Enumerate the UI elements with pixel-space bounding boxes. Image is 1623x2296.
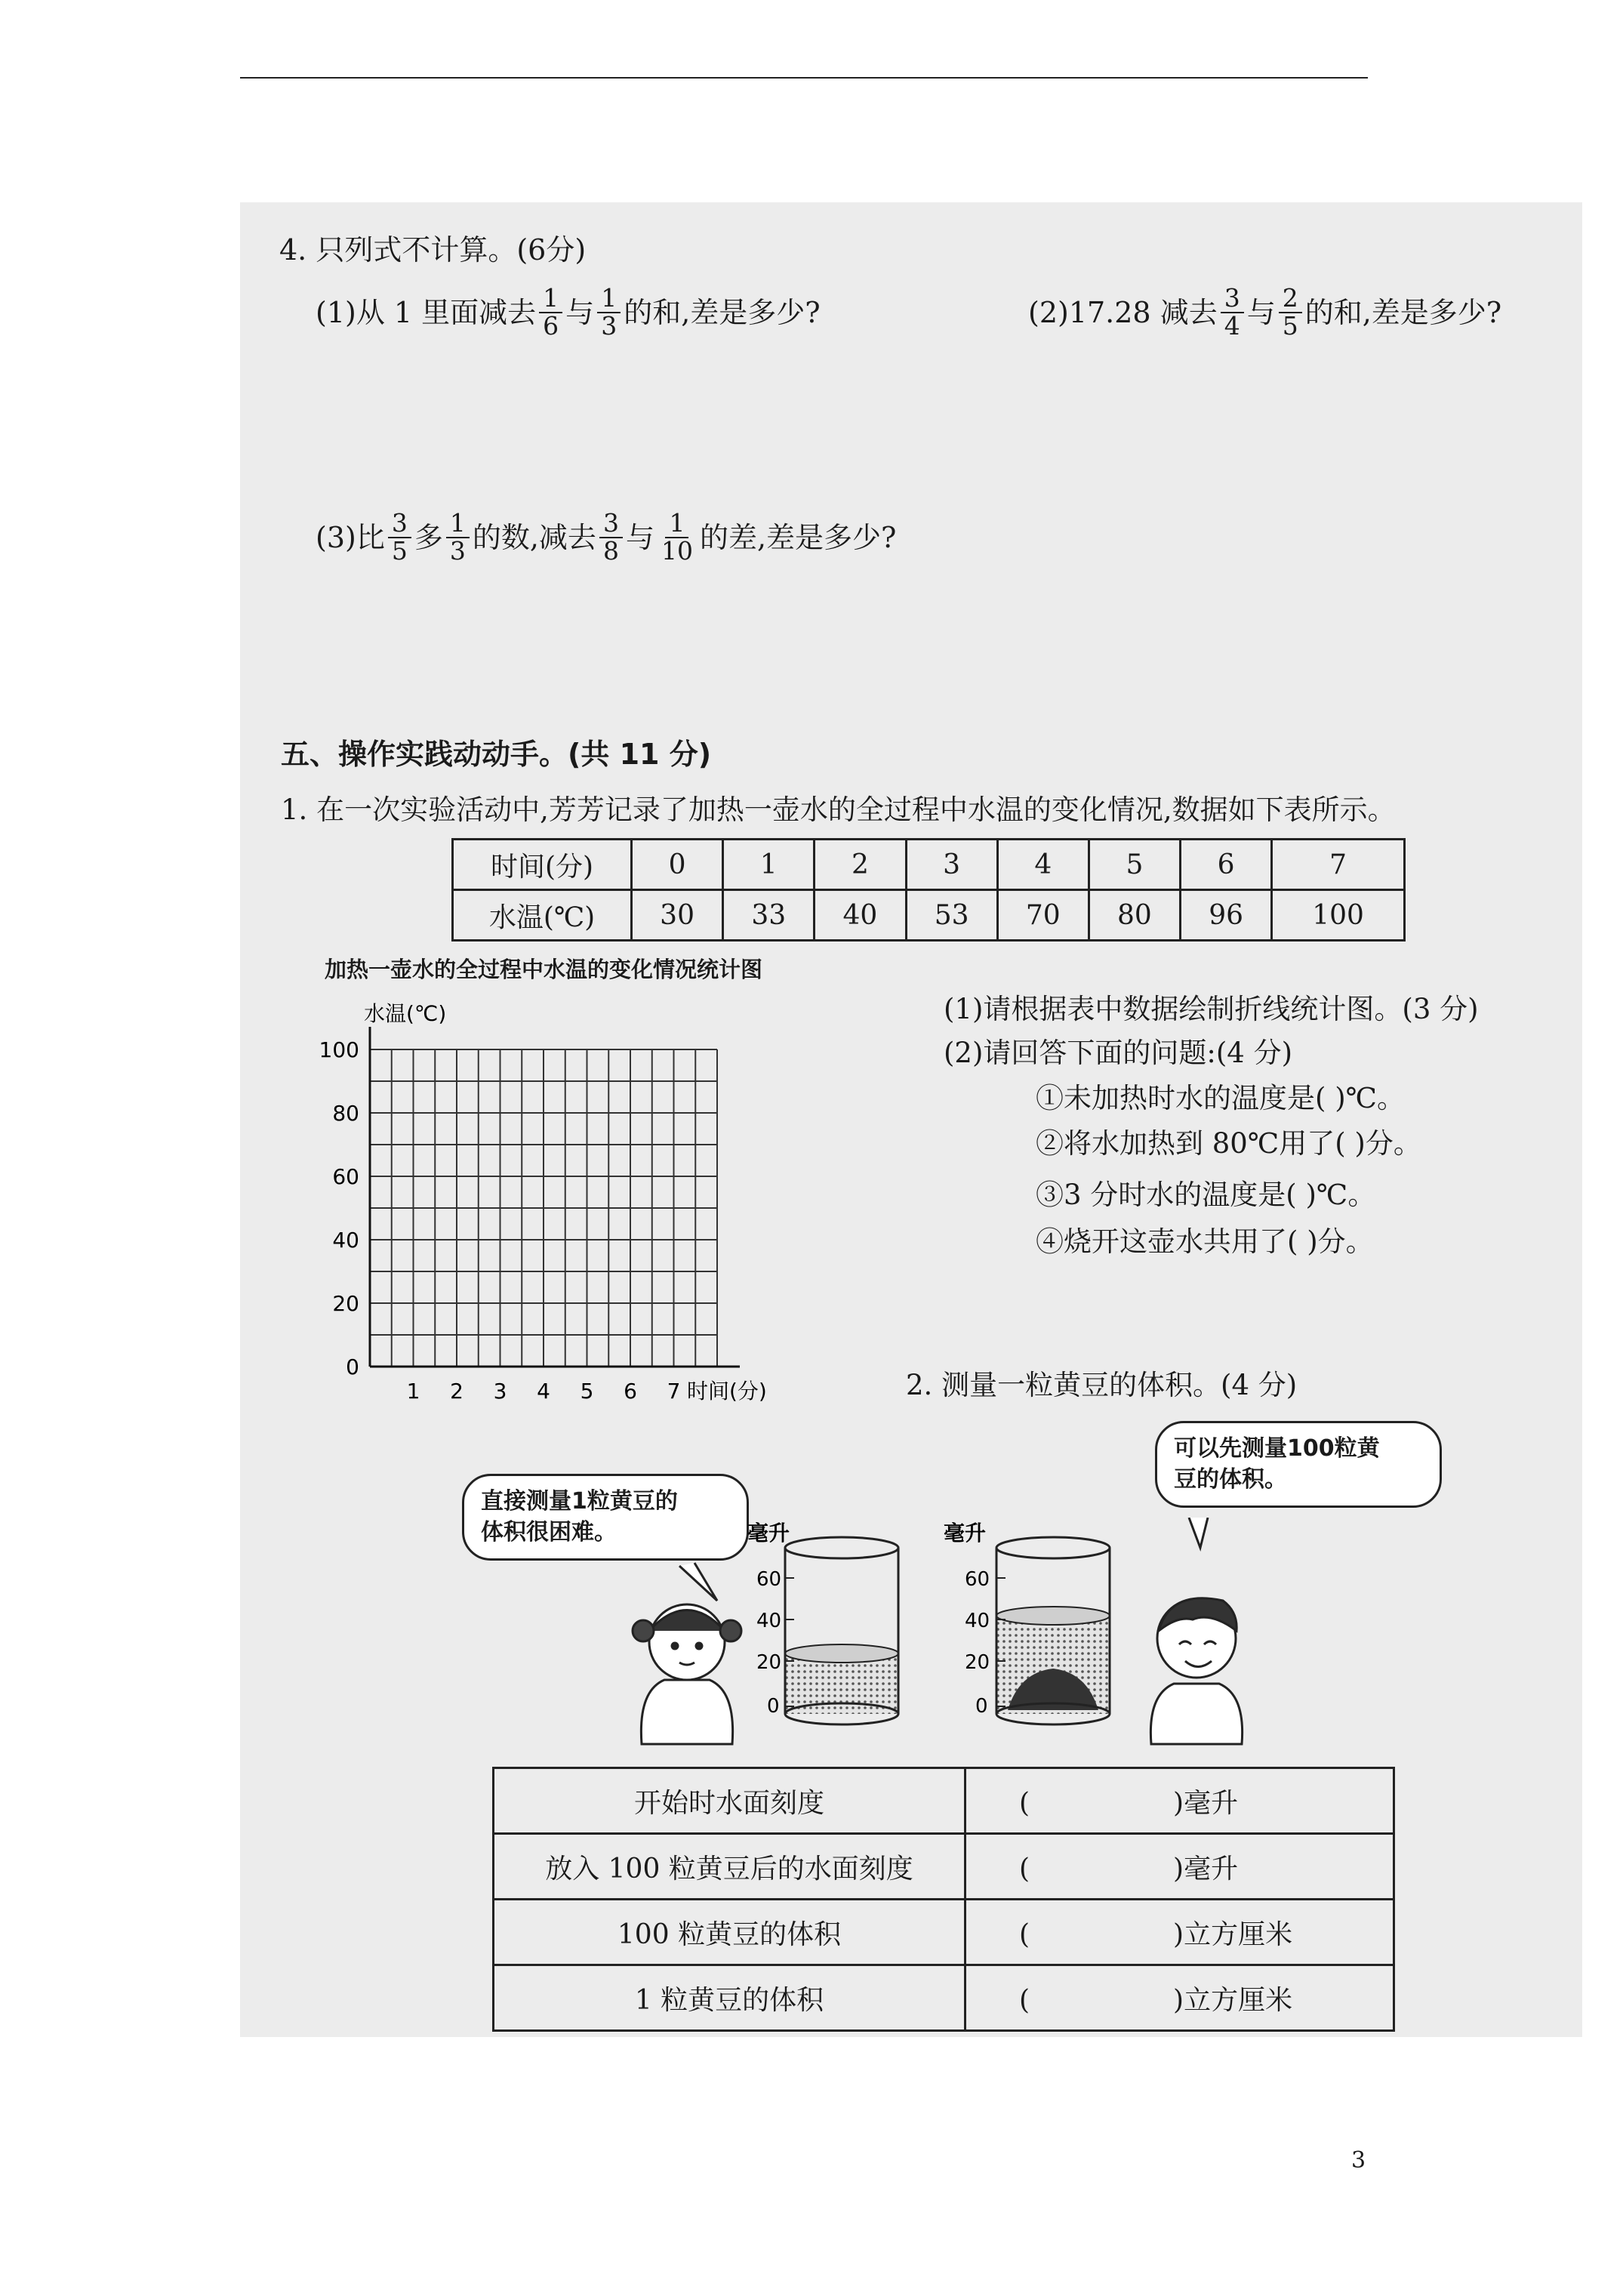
fraction-numerator: 1 — [539, 285, 562, 313]
fraction-denominator: 5 — [391, 535, 408, 566]
table-row — [453, 890, 1405, 941]
tick-label: 60 — [756, 1568, 782, 1591]
table-cell: 5 — [1089, 840, 1180, 890]
fraction — [658, 510, 697, 564]
q1-sub2: (2)请回答下面的问题:(4 分) — [944, 1037, 1293, 1069]
section5-q1-text: 1. 在一次实验活动中,芳芳记录了加热一壶水的全过程中水温的变化情况,数据如下表所示。 — [281, 794, 1396, 826]
fraction — [599, 510, 623, 564]
tick-label: 0 — [975, 1695, 988, 1718]
section5-title: 五、操作实践动动手。(共 11 分) — [281, 738, 712, 771]
y-tick-label: 100 — [319, 1037, 359, 1062]
q4-p1-prefix: (1)从 1 里面减去 — [316, 295, 537, 329]
table-cell: 53 — [906, 890, 997, 941]
fraction — [1279, 285, 1302, 339]
table-cell: 3 — [906, 840, 997, 890]
fraction — [539, 285, 562, 339]
fraction-denominator: 6 — [543, 310, 559, 341]
table-row-label: 放入 100 粒黄豆后的水面刻度 — [494, 1834, 965, 1900]
temperature-table — [451, 838, 1406, 942]
y-tick-label: 60 — [332, 1164, 359, 1189]
table-row-header: 时间(分) — [453, 840, 632, 890]
table-cell: 96 — [1181, 890, 1272, 941]
fraction — [597, 285, 621, 339]
table-cell: 70 — [997, 890, 1089, 941]
table-cell: 33 — [723, 890, 815, 941]
table-row-label: 100 粒黄豆的体积 — [494, 1900, 965, 1965]
table-cell: 100 — [1272, 890, 1405, 941]
cylinder-after — [996, 1537, 1110, 1724]
cylinder-unit-left: 毫升 — [747, 1521, 790, 1546]
fraction-denominator: 8 — [602, 535, 619, 566]
table-cell: 4 — [997, 840, 1089, 890]
x-tick-label: 4 — [537, 1379, 550, 1404]
table-answer-cell — [965, 1768, 1394, 1834]
x-tick-label: 5 — [580, 1379, 594, 1404]
cylinder-before — [785, 1537, 898, 1724]
answer-open-paren: ( — [1019, 1984, 1030, 2016]
bubble-line: 可以先测量100粒黄 — [1174, 1435, 1380, 1462]
measurement-illustration — [596, 1518, 1276, 1752]
q1-sub2-c: ③3 分时水的温度是( )℃。 — [1036, 1179, 1376, 1211]
table-cell: 40 — [815, 890, 906, 941]
table-row — [494, 1965, 1394, 2031]
cylinder-unit-right: 毫升 — [944, 1521, 987, 1546]
answer-open-paren: ( — [1019, 1853, 1030, 1885]
table-row-header: 水温(℃) — [453, 890, 632, 941]
y-tick-label: 80 — [332, 1101, 359, 1126]
table-cell: 1 — [723, 840, 815, 890]
q4-p3-mid1: 多 — [414, 520, 443, 554]
table-cell: 6 — [1181, 840, 1272, 890]
girl-figure — [633, 1604, 741, 1744]
q4-p2-prefix: (2)17.28 减去 — [1028, 295, 1218, 329]
q1-sub1: (1)请根据表中数据绘制折线统计图。(3 分) — [944, 993, 1479, 1025]
q4-p3-mid2: 的数,减去 — [472, 520, 596, 554]
table-row — [494, 1900, 1394, 1965]
chart-title: 加热一壶水的全过程中水温的变化情况统计图 — [325, 957, 763, 982]
tick-label: 40 — [965, 1610, 990, 1632]
fraction-numerator: 1 — [597, 285, 621, 313]
q4-p3-prefix: (3)比 — [316, 520, 385, 554]
x-tick-label: 6 — [624, 1379, 637, 1404]
table-answer-cell — [965, 1965, 1394, 2031]
answer-open-paren: ( — [1019, 1787, 1030, 1819]
fraction-denominator: 10 — [661, 535, 693, 566]
table-cell: 7 — [1272, 840, 1405, 890]
table-cell: 2 — [815, 840, 906, 890]
table-answer-cell — [965, 1900, 1394, 1965]
bubble-tail-right — [1189, 1518, 1208, 1548]
y-tick-label: 0 — [346, 1354, 359, 1379]
tick-label: 60 — [965, 1568, 990, 1591]
bubble-line: 直接测量1粒黄豆的 — [481, 1488, 678, 1515]
q4-p1-suffix: 的和,差是多少? — [624, 295, 821, 329]
fraction — [388, 510, 411, 564]
fraction — [446, 510, 470, 564]
tick-label: 40 — [756, 1610, 782, 1632]
tick-label: 20 — [965, 1651, 990, 1674]
q4-part1 — [316, 285, 821, 339]
x-tick-label: 2 — [450, 1379, 463, 1404]
bubble-tail-left — [679, 1563, 717, 1601]
fraction-numerator: 1 — [446, 510, 470, 538]
bean-measurement-table — [492, 1767, 1395, 2032]
header-rule — [240, 77, 1368, 79]
table-row-label: 开始时水面刻度 — [494, 1768, 965, 1834]
q1-sub2-a: ①未加热时水的温度是( )℃。 — [1036, 1082, 1406, 1114]
table-row — [494, 1768, 1394, 1834]
fraction-denominator: 5 — [1282, 310, 1298, 341]
q1-sub2-b: ②将水加热到 80℃用了( )分。 — [1036, 1127, 1421, 1160]
y-axis-label: 水温(℃) — [364, 1001, 447, 1026]
table-row — [494, 1834, 1394, 1900]
table-cell: 0 — [632, 840, 723, 890]
fraction-numerator: 1 — [665, 510, 688, 538]
fraction-denominator: 4 — [1224, 310, 1240, 341]
x-tick-label: 7 — [667, 1379, 681, 1404]
bubble-line: 体积很困难。 — [481, 1518, 617, 1546]
table-cell: 80 — [1089, 890, 1180, 941]
q4-p3-mid3: 与 — [625, 520, 654, 554]
speech-bubble-right — [1155, 1421, 1442, 1508]
table-row — [453, 840, 1405, 890]
boy-figure — [1150, 1598, 1242, 1744]
q4-p1-mid: 与 — [565, 295, 595, 329]
answer-open-paren: ( — [1019, 1918, 1030, 1950]
table-cell: 30 — [632, 890, 723, 941]
tick-label: 20 — [756, 1651, 782, 1674]
q4-p2-suffix: 的和,差是多少? — [1304, 295, 1502, 329]
x-axis-label: 时间(分) — [687, 1379, 767, 1404]
q4-p3-suffix: 的差,差是多少? — [699, 520, 897, 554]
fraction-numerator: 2 — [1279, 285, 1302, 313]
section5-q2-text: 2. 测量一粒黄豆的体积。(4 分) — [906, 1369, 1298, 1401]
fraction-numerator: 3 — [599, 510, 623, 538]
y-tick-label: 20 — [332, 1291, 359, 1316]
q4-p2-mid: 与 — [1246, 295, 1276, 329]
temperature-line-chart — [317, 997, 770, 1419]
x-tick-label: 3 — [493, 1379, 507, 1404]
q1-sub2-d: ④烧开这壶水共用了( )分。 — [1036, 1225, 1374, 1258]
bubble-line: 豆的体积。 — [1174, 1465, 1287, 1493]
fraction-numerator: 3 — [388, 510, 411, 538]
page-number: 3 — [1351, 2147, 1366, 2174]
q4-title: 4. 只列式不计算。(6分) — [279, 233, 587, 267]
table-answer-cell — [965, 1834, 1394, 1900]
x-tick-label: 1 — [406, 1379, 420, 1404]
fraction — [1221, 285, 1244, 339]
table-row-label: 1 粒黄豆的体积 — [494, 1965, 965, 2031]
fraction-numerator: 3 — [1221, 285, 1244, 313]
tick-label: 0 — [767, 1695, 780, 1718]
answer-unit: )毫升 — [1173, 1787, 1239, 1819]
fraction-denominator: 3 — [449, 535, 466, 566]
fraction-denominator: 3 — [601, 310, 617, 341]
q4-part3 — [316, 510, 896, 564]
y-tick-label: 40 — [332, 1228, 359, 1253]
answer-unit: )立方厘米 — [1173, 1918, 1293, 1950]
answer-unit: )立方厘米 — [1173, 1984, 1293, 2016]
q4-part2 — [1028, 285, 1501, 339]
answer-unit: )毫升 — [1173, 1853, 1239, 1885]
